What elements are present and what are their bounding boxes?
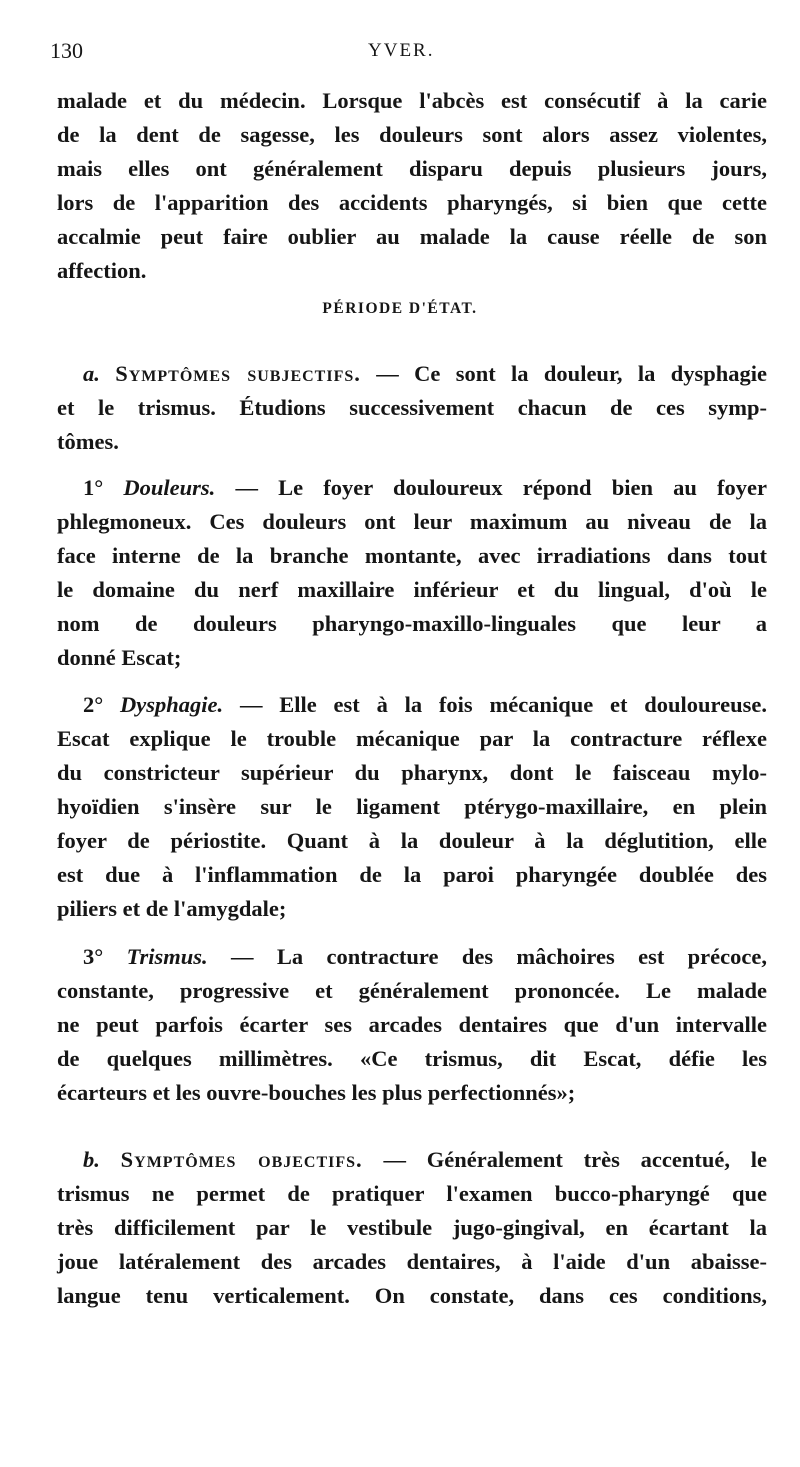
text-line: accalmie peut faire oublier au malade la cause réelle de son <box>57 224 767 249</box>
text-line: est due à l'inflammation de la paroi pharyngée doublée des <box>57 862 767 887</box>
subsection-heading: Symptômes subjectifs. <box>115 361 361 386</box>
text-line: très difficilement par le vestibule jugo-gingival, en écartant la <box>57 1215 767 1240</box>
douleurs-paragraph <box>57 471 767 675</box>
text-line: donné Escat; <box>57 645 182 670</box>
page-number: 130 <box>50 38 83 63</box>
running-head: YVER. <box>368 40 435 61</box>
item-title: Dysphagie. <box>120 692 224 717</box>
heading-dash: — <box>360 361 415 386</box>
item-title: Douleurs. <box>123 475 216 500</box>
text-run: La contracture des mâchoires est précoce, <box>276 944 767 969</box>
text-line: trismus ne permet de pratiquer l'examen bucco-pharyngé que <box>57 1181 767 1206</box>
text-run: Le foyer douloureux répond bien au foyer <box>278 475 767 500</box>
trismus-paragraph <box>57 940 767 1110</box>
text-line: piliers et de l'amygdale; <box>57 896 287 921</box>
subsection-heading: Symptômes objectifs. <box>120 1147 363 1172</box>
heading-dash: — <box>215 475 279 500</box>
objective-symptoms-paragraph <box>57 1143 767 1313</box>
item-number: 3° <box>83 944 104 969</box>
text-line: joue latéralement des arcades dentaires, à l'aide d'un abaisse- <box>57 1249 767 1274</box>
intro-paragraph <box>57 84 767 288</box>
text-line: hyoïdien s'insère sur le ligament ptérygo-maxillaire, en plein <box>57 794 767 819</box>
text-line: malade et du médecin. Lorsque l'abcès est consécutif à la carie <box>57 88 767 113</box>
item-number: 1° <box>83 475 104 500</box>
text-line: affection. <box>57 258 147 283</box>
text-run: Généralement très accentué, le <box>426 1147 768 1172</box>
heading-dash: — <box>207 944 277 969</box>
text-line: phlegmoneux. Ces douleurs ont leur maximum au niveau de la <box>57 509 767 534</box>
text-line: de quelques millimètres. «Ce trismus, dit Escat, défie les <box>57 1046 767 1071</box>
text-line: de la dent de sagesse, les douleurs sont alors assez violentes, <box>57 122 767 147</box>
text-line: face interne de la branche montante, avec irradiations dans tout <box>57 543 767 568</box>
dysphagie-paragraph <box>57 688 767 926</box>
text-line: constante, progressive et généralement prononcée. Le malade <box>57 978 767 1003</box>
text-line: du constricteur supérieur du pharynx, dont le faisceau mylo- <box>57 760 767 785</box>
paragraph-marker: b. <box>83 1147 100 1172</box>
heading-dash: — <box>223 692 280 717</box>
text-line: le domaine du nerf maxillaire inférieur et du lingual, d'où le <box>57 577 767 602</box>
text-line: nom de douleurs pharyngo-maxillo-linguales que leur a <box>57 611 767 636</box>
heading-dash: — <box>362 1147 427 1172</box>
text-line: lors de l'apparition des accidents pharyngés, si bien que cette <box>57 190 767 215</box>
section-title: PÉRIODE D'ÉTAT. <box>322 300 478 317</box>
text-line: ne peut parfois écarter ses arcades dentaires que d'un intervalle <box>57 1012 767 1037</box>
text-line: écarteurs et les ouvre-bouches les plus perfectionnés»; <box>57 1080 576 1105</box>
page-header <box>50 38 765 68</box>
text-line: tômes. <box>57 429 119 454</box>
subjective-symptoms-paragraph <box>57 357 767 459</box>
text-run: Elle est à la fois mécanique et douloureuse. <box>279 692 768 717</box>
paragraph-marker: a. <box>83 361 100 386</box>
text-line: foyer de périostite. Quant à la douleur à la déglutition, elle <box>57 828 767 853</box>
text-line: mais elles ont généralement disparu depuis plusieurs jours, <box>57 156 767 181</box>
text-line: et le trismus. Étudions successivement chacun de ces symp- <box>57 395 767 420</box>
item-number: 2° <box>83 692 104 717</box>
text-line: Escat explique le trouble mécanique par la contracture réflexe <box>57 726 767 751</box>
text-run: Ce sont la douleur, la dysphagie <box>414 361 767 386</box>
item-title: Trismus. <box>126 944 208 969</box>
text-line: langue tenu verticalement. On constate, dans ces conditions, <box>57 1283 767 1308</box>
